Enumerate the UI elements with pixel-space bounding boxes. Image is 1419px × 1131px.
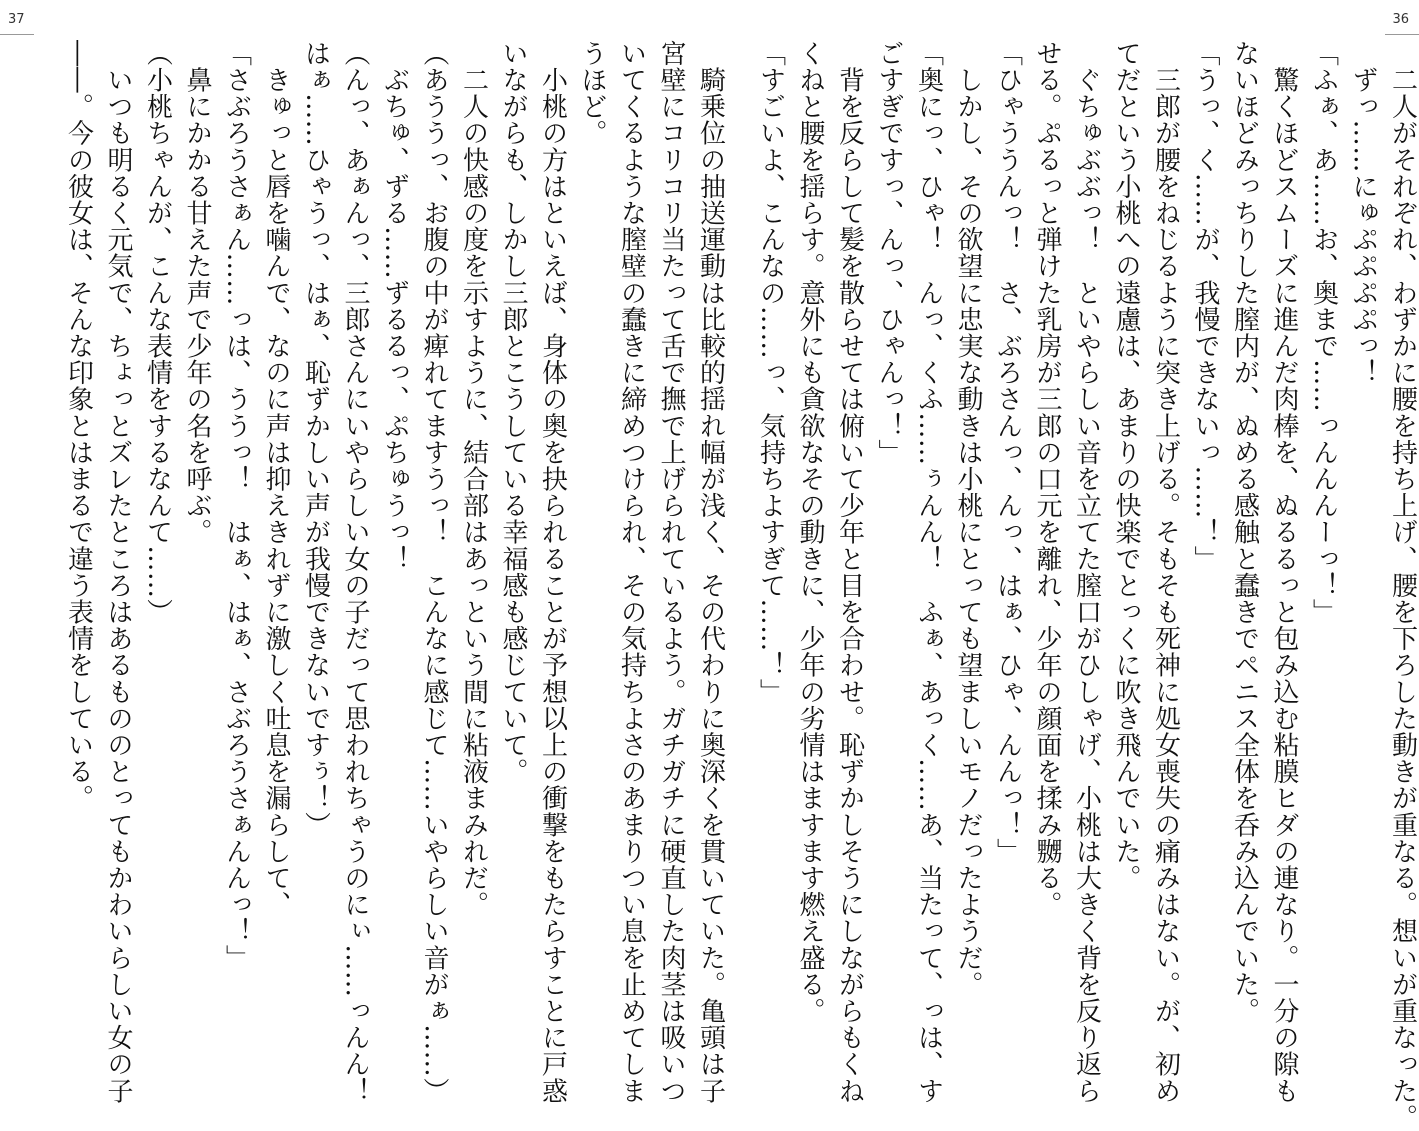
text-line: いてくるような膣壁の蠢きに締めつけられ、その気持ちよさのあまりつい息を止めてしま [616,40,647,1104]
text-line: ぐちゅぶぶっ！ といやらしい音を立てた膣口がひしゃげ、小桃は大きく背を反り返ら [1071,40,1102,1104]
text-line: 鼻にかかる甘えた声で少年の名を呼ぶ。 [182,40,212,546]
text-line: （んっ、あぁんっ、三郎さんにいやらしい女の子だって思われちゃうのにぃ……っんん！ [340,40,370,1104]
text-line: 宮壁にコリコリ当たって舌で撫で上げられているよう。ガチガチに硬直した肉茎は吸いつ [656,40,686,1104]
text-line: 「ふぁ、あ……お、奥まで……っんんんーっ！」 [1308,40,1339,626]
text-line: せる。ぷるっと弾けた乳房が三郎の口元を離れ、少年の顔面を揉み嬲る。 [1032,40,1062,918]
text-line: 騎乗位の抽送運動は比較的揺れ幅が浅く、その代わりに奥深くを貫いていた。亀頭は子 [695,40,726,1104]
text-line: ごすぎですっ、んっ、ひゃんっ！」 [874,40,904,466]
text-line: ――。今の彼女は、そんな印象とはまるで違う表情をしている。 [63,40,94,812]
text-line: 「うっ、く……が、我慢できないっ……！」 [1190,40,1220,572]
text-line: いつも明るく元気で、ちょっとズレたところはあるもののとってもかわいらしい女の子 [103,40,133,1104]
text-line: いながらも、しかし三郎とこうしている幸福感も感じていて。 [498,40,528,785]
text-line: 「ひゃううんっ！ さ、ぶろさんっ、んっ、はぁ、ひゃ、んんっ！」 [992,40,1023,865]
text-line: きゅっと唇を噛んで、なのに声は抑えきれずに激しく吐息を漏らして、 [261,40,291,918]
text-line: 小桃の方はといえば、身体の奥を抉られることが予想以上の衝撃をもたらすことに戸惑 [537,40,568,1104]
text-line: 三郎が腰をねじるように突き上げる。そもそも死神に処女喪失の痛みはない。が、初め [1150,40,1181,1104]
text-line: （小桃ちゃんが、こんな表情をするなんて……） [142,40,173,626]
right-page [750,40,1418,1131]
text-line: うほど。 [577,40,607,147]
text-line: 背を反らして髪を散らせては俯いて少年と目を合わせ。恥ずかしそうにしながらもくね [834,40,865,1104]
header-rule-right [1385,34,1419,35]
text-line: 二人の快感の度を示すように、結合部はあっという間に粘液まみれだ。 [458,40,489,918]
text-line: しかし、その欲望に忠実な動きは小桃にとっても望ましいモノだったようだ。 [953,40,983,998]
right-page-body [750,40,1419,1131]
text-line: 「さぶろうさぁん……っは、ううっ！ はぁ、はぁ、さぶろうさぁんんっ！」 [221,40,252,971]
text-line: ぶちゅ、ずる……ずるるっ、ぷちゅうっ！ [379,40,410,572]
left-page [58,40,726,1104]
header-rule-left [0,34,34,35]
text-line: てだという小桃への遠慮は、あまりの快楽でとっくに吹き飛んでいた。 [1111,40,1141,892]
text-line: 驚くほどスムーズに進んだ肉棒を、ぬるるっと包み込む粘膜ヒダの連なり。一分の隙も [1269,40,1299,1104]
text-line: 二人がそれぞれ、わずかに腰を持ち上げ、腰を下ろした動きが重なる。想いが重なった。 [1387,40,1418,1131]
text-line: ないほどみっちりした膣内が、ぬめる感触と蠢きでペニス全体を呑み込んでいた。 [1229,40,1260,1025]
text-line: はぁ……ひゃうっ、はぁ、恥ずかしい声が我慢できないですぅ！） [300,40,331,838]
text-line: くねと腰を揺らす。意外にも貪欲なその動きに、少年の劣情はますます燃え盛る。 [795,40,825,1025]
left-page-body [58,40,730,1104]
text-line: 「奥にっ、ひゃ！ んっ、くふ……ぅんん！ ふぁ、あっく……あ、当たって、っは、す [913,40,944,1104]
text-line: 「すごいよ、こんなの……っ、気持ちよすぎて……！」 [755,40,786,705]
page-number-right: 36 [1392,12,1409,27]
text-line: （あううっ、お腹の中が痺れてますうっ！ こんなに感じて……いやらしい音がぁ……） [419,40,449,1104]
page-number-left: 37 [8,12,25,27]
text-line: ずっ……にゅぷぷぷぷっ！ [1348,40,1378,386]
